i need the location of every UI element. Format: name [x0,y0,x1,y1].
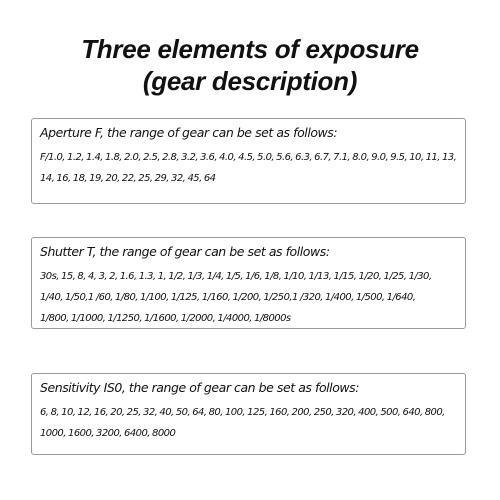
shutter-values [40,266,459,329]
aperture-card [31,118,466,204]
page-title-line-1: Three elements of exposure [81,34,419,64]
aperture-values-line: 14, 16, 18, 19, 20, 22, 25, 29, 32, 45, 64 [40,173,216,184]
aperture-heading: Aperture F, the range of gear can be set as follows: [40,125,338,140]
iso-values [40,402,459,444]
iso-values-line: 1000, 1600, 3200, 6400, 8000 [40,428,176,439]
iso-heading: Sensitivity IS0, the range of gear can be set as follows: [40,380,359,395]
page-title-line-2: (gear description) [142,66,358,96]
aperture-values-line: F/1.0, 1.2, 1.4, 1.8, 2.0, 2.5, 2.8, 3.2, 3.6, 4.0, 4.5, 5.0, 5.6, 6.3, 6.7, 7.1, 8.0, 9.0, 9.5, 10, 11, 13, [40,152,457,163]
iso-values-line: 6, 8, 10, 12, 16, 20, 25, 32, 40, 50, 64, 80, 100, 125, 160, 200, 250, 320, 400, 500, 640, 800, [40,407,445,418]
shutter-values-line: 30s, 15, 8, 4, 3, 2, 1.6, 1.3, 1, 1/2, 1/3, 1/4, 1/5, 1/6, 1/8, 1/10, 1/13, 1/15, 1/20, 1/25, 1/30, [40,271,432,282]
shutter-values-line: 1/800, 1/1000, 1/1250, 1/1600, 1/2000, 1/4000, 1/8000s [40,313,291,324]
shutter-heading: Shutter T, the range of gear can be set as follows: [40,244,330,259]
shutter-values-line: 1/40, 1/50,1 /60, 1/80, 1/100, 1/125, 1/160, 1/200, 1/250,1 /320, 1/400, 1/500, 1/640, [40,292,416,303]
aperture-values [40,147,459,189]
iso-card [31,373,466,455]
shutter-card [31,237,466,329]
